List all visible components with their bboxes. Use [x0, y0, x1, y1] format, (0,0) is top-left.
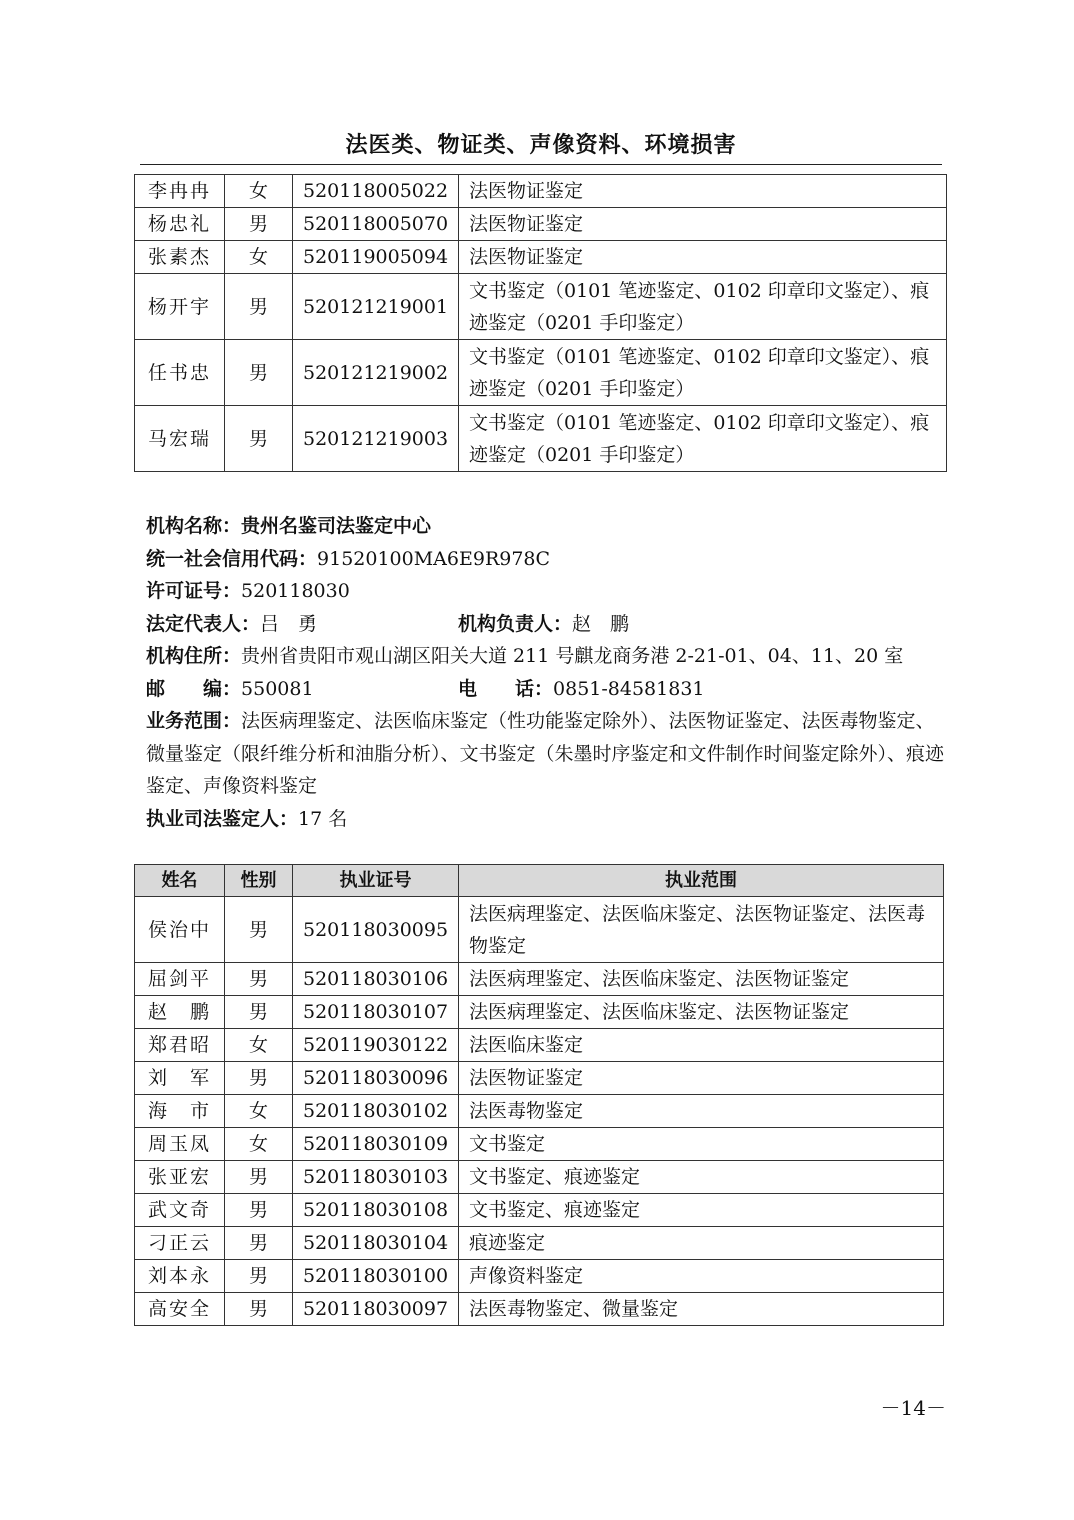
gender-cell: 男: [225, 1062, 293, 1095]
table-row: [135, 1194, 944, 1227]
institution-name-line: [146, 510, 946, 543]
name-cell: 郑君昭: [135, 1029, 225, 1062]
phone-label: 电 话：: [458, 677, 554, 700]
name-cell: 屈剑平: [135, 963, 225, 996]
gender-cell: 男: [225, 996, 293, 1029]
credit-code: 91520100MA6E9R978C: [317, 547, 551, 570]
scope-cell: 法医物证鉴定: [459, 208, 947, 241]
table-row: [135, 1227, 944, 1260]
cert-cell: 520118030107: [293, 996, 459, 1029]
cert-cell: 520118030096: [293, 1062, 459, 1095]
cert-cell: 520118030102: [293, 1095, 459, 1128]
cert-cell: 520118030097: [293, 1293, 459, 1326]
scope-cell: 法医病理鉴定、法医临床鉴定、法医物证鉴定: [459, 963, 944, 996]
cert-cell: 520121219002: [293, 340, 459, 406]
table-row: [135, 241, 947, 274]
scope-cell: 法医物证鉴定: [459, 175, 947, 208]
appraiser-table: [134, 864, 944, 1326]
gender-cell: 男: [225, 963, 293, 996]
cert-cell: 520121219001: [293, 274, 459, 340]
contact-line: [146, 673, 946, 706]
scope-cell: 法医临床鉴定: [459, 1029, 944, 1062]
name-cell: 杨开宇: [135, 274, 225, 340]
scope-cell: 法医病理鉴定、法医临床鉴定、法医物证鉴定、法医毒物鉴定: [459, 897, 944, 963]
business-scope-line: [146, 705, 946, 803]
institution-head: [458, 608, 629, 641]
previous-institution-staff-table: [134, 174, 947, 472]
staff-count: 17 名: [298, 807, 348, 830]
table-row: [135, 897, 944, 963]
gender-cell: 男: [225, 406, 293, 472]
gender-cell: 男: [225, 340, 293, 406]
name-cell: 张素杰: [135, 241, 225, 274]
institution-info: [146, 510, 946, 835]
gender-cell: 女: [225, 241, 293, 274]
institution-head-name: 赵 鹏: [572, 612, 630, 635]
scope-cell: 文书鉴定（0101 笔迹鉴定、0102 印章印文鉴定）、痕迹鉴定（0201 手印鉴定）: [459, 406, 947, 472]
column-header-name: 姓名: [135, 865, 225, 897]
gender-cell: 男: [225, 1161, 293, 1194]
cert-cell: 520118030100: [293, 1260, 459, 1293]
cert-cell: 520118005022: [293, 175, 459, 208]
address: 贵州省贵阳市观山湖区阳关大道 211 号麒龙商务港 2-21-01、04、11、20 室: [241, 645, 904, 667]
business-scope: 法医病理鉴定、法医临床鉴定（性功能鉴定除外）、法医物证鉴定、法医毒物鉴定、微量鉴定（限纤维分析和油脂分析）、文书鉴定（朱墨时序鉴定和文件制作时间鉴定除外）、痕迹鉴定、声像资料鉴定: [146, 710, 945, 797]
address-label: 机构住所：: [146, 645, 242, 667]
table-header-row: [135, 865, 944, 897]
gender-cell: 男: [225, 1194, 293, 1227]
name-cell: 刁正云: [135, 1227, 225, 1260]
name-cell: 李冉冉: [135, 175, 225, 208]
legal-representative-name: 吕 勇: [260, 612, 318, 635]
table-row: [135, 1095, 944, 1128]
cert-cell: 520118030109: [293, 1128, 459, 1161]
table-row: [135, 1128, 944, 1161]
institution-head-label: 机构负责人：: [458, 612, 573, 635]
scope-cell: 文书鉴定、痕迹鉴定: [459, 1161, 944, 1194]
table-row: [135, 963, 944, 996]
name-cell: 杨忠礼: [135, 208, 225, 241]
scope-cell: 法医毒物鉴定: [459, 1095, 944, 1128]
name-cell: 武文奇: [135, 1194, 225, 1227]
scope-cell: 法医病理鉴定、法医临床鉴定、法医物证鉴定: [459, 996, 944, 1029]
institution-name-label: 机构名称：: [146, 515, 242, 537]
gender-cell: 男: [225, 274, 293, 340]
cert-cell: 520118030104: [293, 1227, 459, 1260]
scope-cell: 文书鉴定: [459, 1128, 944, 1161]
cert-cell: 520119030122: [293, 1029, 459, 1062]
name-cell: 高安全: [135, 1293, 225, 1326]
page-number: －14－: [880, 1396, 946, 1420]
zip-code: [146, 673, 458, 706]
table-row: [135, 1293, 944, 1326]
scope-cell: 法医物证鉴定: [459, 241, 947, 274]
staff-count-label: 执业司法鉴定人：: [146, 807, 299, 830]
address-line: [146, 640, 946, 673]
table-row: [135, 274, 947, 340]
scope-cell: 文书鉴定（0101 笔迹鉴定、0102 印章印文鉴定）、痕迹鉴定（0201 手印鉴定）: [459, 274, 947, 340]
cert-cell: 520121219003: [293, 406, 459, 472]
cert-cell: 520118030106: [293, 963, 459, 996]
scope-cell: 声像资料鉴定: [459, 1260, 944, 1293]
page-header: [140, 128, 942, 165]
cert-cell: 520118030095: [293, 897, 459, 963]
gender-cell: 男: [225, 1260, 293, 1293]
table-row: [135, 996, 944, 1029]
legal-representative-label: 法定代表人：: [146, 612, 261, 635]
page-header-title: 法医类、物证类、声像资料、环境损害: [345, 133, 737, 158]
name-cell: 张亚宏: [135, 1161, 225, 1194]
representative-line: [146, 608, 946, 641]
name-cell: 海 市: [135, 1095, 225, 1128]
table-row: [135, 175, 947, 208]
scope-cell: 文书鉴定（0101 笔迹鉴定、0102 印章印文鉴定）、痕迹鉴定（0201 手印鉴定）: [459, 340, 947, 406]
gender-cell: 女: [225, 175, 293, 208]
table-row: [135, 1161, 944, 1194]
gender-cell: 男: [225, 208, 293, 241]
name-cell: 刘本永: [135, 1260, 225, 1293]
gender-cell: 男: [225, 897, 293, 963]
cert-cell: 520118030103: [293, 1161, 459, 1194]
name-cell: 马宏瑞: [135, 406, 225, 472]
license-line: [146, 575, 946, 608]
table-row: [135, 340, 947, 406]
license-number: 520118030: [241, 580, 350, 602]
credit-code-line: [146, 543, 946, 576]
phone: [458, 673, 705, 706]
gender-cell: 女: [225, 1128, 293, 1161]
column-header-cert: 执业证号: [293, 865, 459, 897]
phone-value: 0851-84581831: [553, 677, 705, 700]
cert-cell: 520118005070: [293, 208, 459, 241]
zip-label: 邮 编：: [146, 677, 242, 700]
scope-cell: 痕迹鉴定: [459, 1227, 944, 1260]
credit-code-label: 统一社会信用代码：: [146, 547, 318, 570]
name-cell: 周玉凤: [135, 1128, 225, 1161]
scope-cell: 法医毒物鉴定、微量鉴定: [459, 1293, 944, 1326]
table-row: [135, 1260, 944, 1293]
gender-cell: 男: [225, 1293, 293, 1326]
column-header-scope: 执业范围: [459, 865, 944, 897]
name-cell: 任书忠: [135, 340, 225, 406]
column-header-gender: 性别: [225, 865, 293, 897]
institution-name: 贵州名鉴司法鉴定中心: [241, 515, 432, 537]
staff-count-line: [146, 803, 946, 836]
gender-cell: 女: [225, 1029, 293, 1062]
business-scope-label: 业务范围：: [146, 710, 242, 732]
table-row: [135, 1029, 944, 1062]
license-label: 许可证号：: [146, 580, 242, 602]
name-cell: 侯治中: [135, 897, 225, 963]
gender-cell: 女: [225, 1095, 293, 1128]
name-cell: 刘 军: [135, 1062, 225, 1095]
scope-cell: 文书鉴定、痕迹鉴定: [459, 1194, 944, 1227]
legal-representative: [146, 608, 458, 641]
table-row: [135, 406, 947, 472]
zip-value: 550081: [241, 677, 314, 700]
cert-cell: 520118030108: [293, 1194, 459, 1227]
table-row: [135, 1062, 944, 1095]
name-cell: 赵 鹏: [135, 996, 225, 1029]
table-row: [135, 208, 947, 241]
cert-cell: 520119005094: [293, 241, 459, 274]
scope-cell: 法医物证鉴定: [459, 1062, 944, 1095]
gender-cell: 男: [225, 1227, 293, 1260]
